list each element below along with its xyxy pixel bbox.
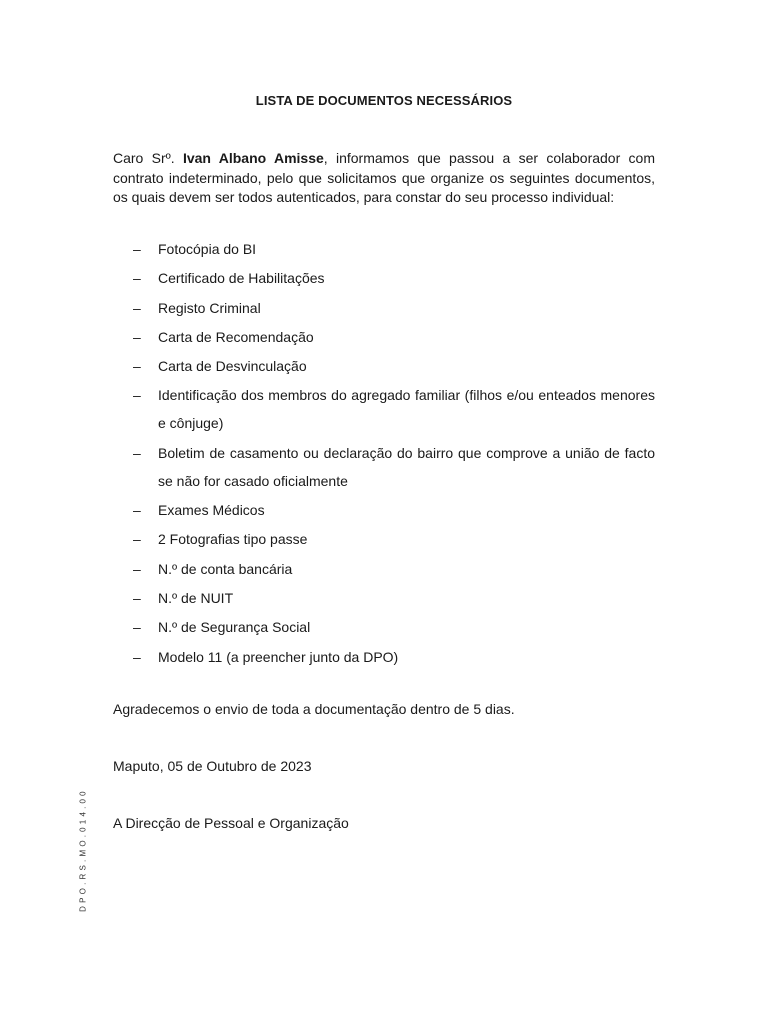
bullet-dash: – <box>133 387 141 404</box>
list-item <box>113 643 655 671</box>
list-item <box>113 294 655 322</box>
list-item-label: N.º de NUIT <box>158 589 234 606</box>
bullet-dash: – <box>133 241 141 257</box>
list-item-label: Exames Médicos <box>158 502 265 519</box>
intro-paragraph <box>113 149 655 208</box>
list-item-label: Carta de Recomendação <box>158 328 314 345</box>
bullet-dash: – <box>133 299 141 316</box>
list-item <box>113 555 655 583</box>
list-item <box>113 525 655 553</box>
list-item-label: N.º de Segurança Social <box>158 619 311 636</box>
list-item-label: Registo Criminal <box>158 299 261 316</box>
list-item <box>113 613 655 641</box>
list-item <box>113 496 655 524</box>
signature-line: A Direcção de Pessoal e Organização <box>113 815 349 831</box>
list-item-label: Fotocópia do BI <box>158 241 257 257</box>
list-item <box>113 381 655 437</box>
list-item-label: Modelo 11 (a preencher junto da DPO) <box>158 648 399 665</box>
greeting: Caro Srº. <box>113 150 183 166</box>
bullet-dash: – <box>133 328 141 345</box>
list-item <box>113 323 655 351</box>
list-item <box>113 264 655 292</box>
bullet-dash: – <box>133 358 141 375</box>
bullet-dash: – <box>133 444 141 461</box>
bullet-dash: – <box>133 270 141 287</box>
closing-paragraph: Agradecemos o envio de toda a documentação dentro de 5 dias. <box>113 701 515 717</box>
bullet-dash: – <box>133 589 141 606</box>
required-documents-list <box>113 235 655 672</box>
list-item <box>113 439 655 495</box>
list-item-label: Certificado de Habilitações <box>158 270 325 287</box>
list-item-label: Identificação dos membros do agregado familiar (filhos e/ou enteados menores e cônjuge) <box>158 387 655 432</box>
bullet-dash: – <box>133 502 141 519</box>
list-item <box>113 584 655 612</box>
bullet-dash: – <box>133 648 141 665</box>
bullet-dash: – <box>133 531 141 548</box>
list-item-label: Boletim de casamento ou declaração do bairro que comprove a união de facto se não for casado oficialmente <box>158 444 655 489</box>
list-item <box>113 352 655 380</box>
list-item <box>113 235 655 263</box>
intro-text: , informamos que passou a ser colaborador com contrato indeterminado, pelo que solicitamos que organize os seguintes documentos, os quais devem ser todos autenticados, para constar do seu processo individual: <box>113 150 655 205</box>
list-item-label: Carta de Desvinculação <box>158 358 307 375</box>
list-item-label: N.º de conta bancária <box>158 560 293 577</box>
bullet-dash: – <box>133 560 141 577</box>
recipient-name: Ivan Albano Amisse <box>182 150 324 166</box>
place-date: Maputo, 05 de Outubro de 2023 <box>113 758 312 774</box>
document-reference-code: DPO.RS.MO.014.00 <box>78 788 88 912</box>
list-item-label: 2 Fotografias tipo passe <box>158 531 308 548</box>
page-title: LISTA DE DOCUMENTOS NECESSÁRIOS <box>255 93 513 108</box>
bullet-dash: – <box>133 619 141 636</box>
